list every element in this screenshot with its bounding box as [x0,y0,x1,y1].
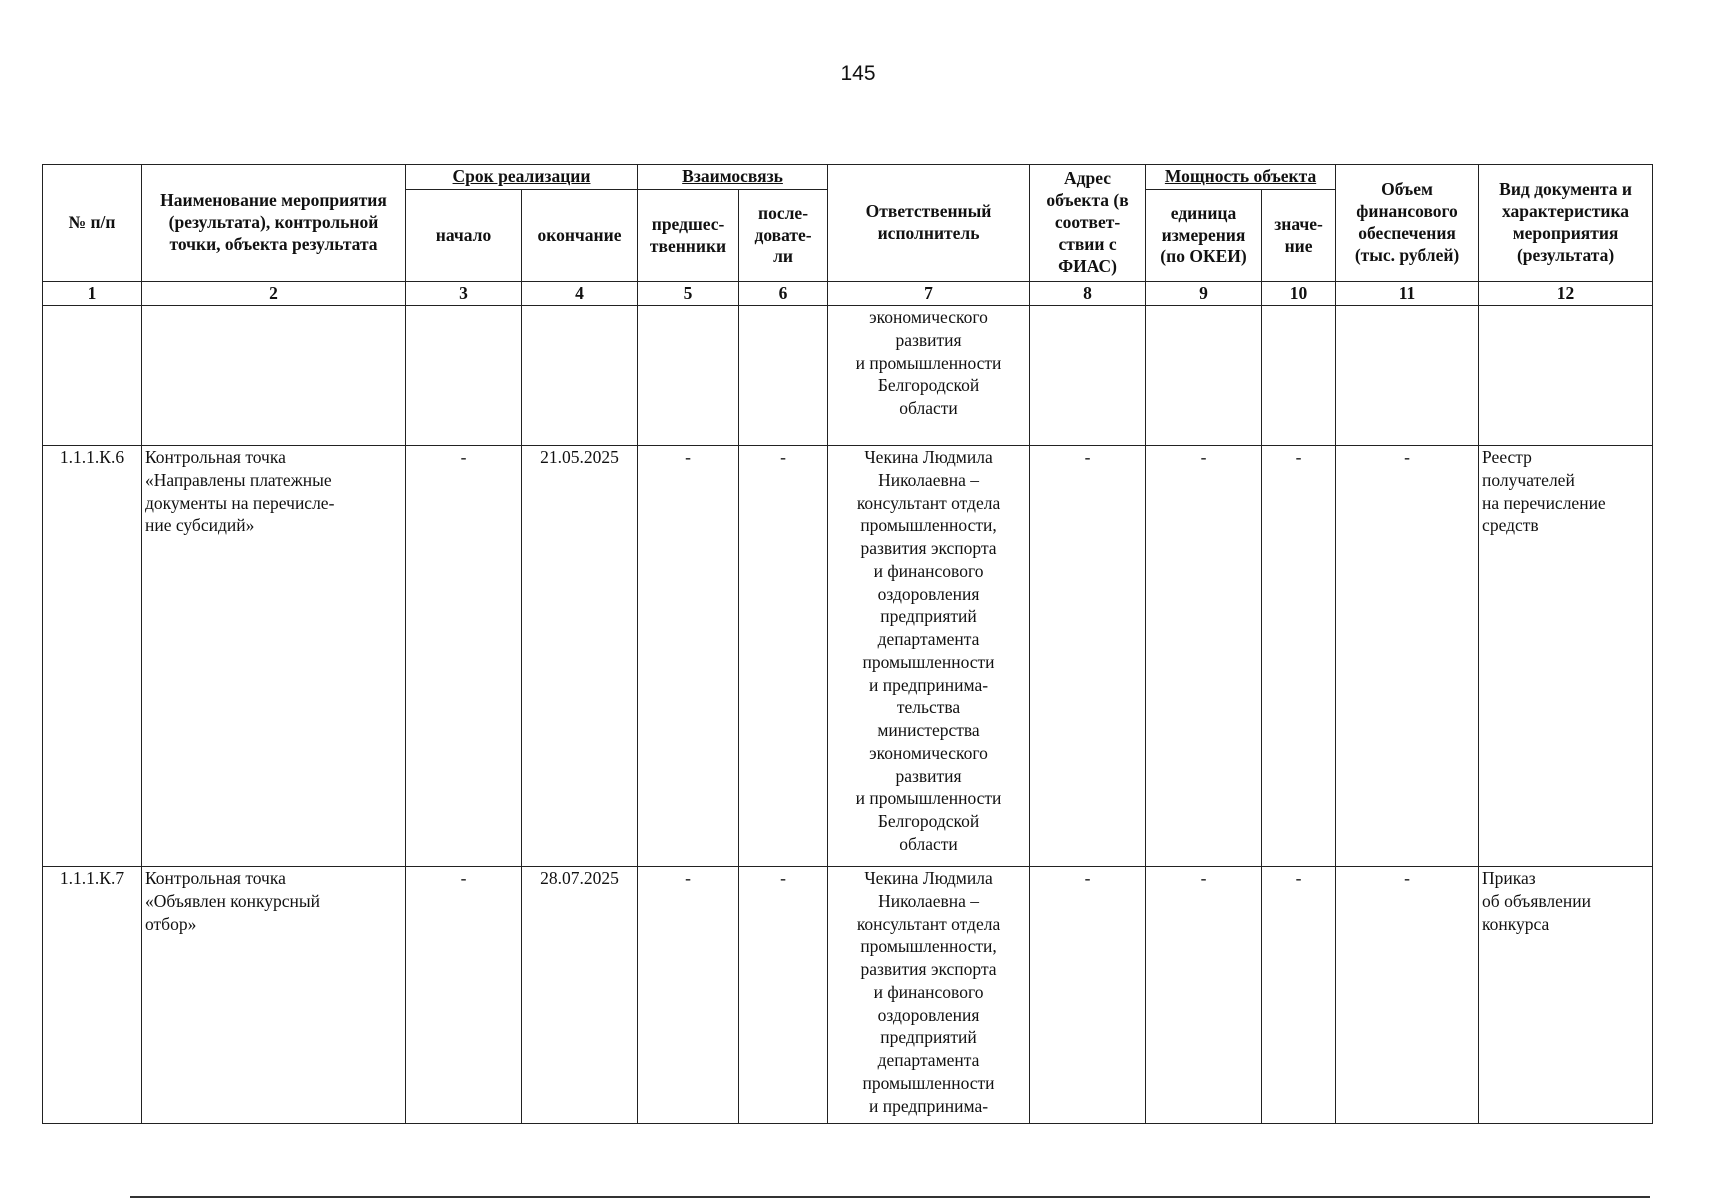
cell-unit: - [1146,867,1262,1124]
header-col-no: № п/п [43,165,142,282]
header-group-capacity: Мощность объекта [1146,165,1336,190]
cell-end: 28.07.2025 [522,867,638,1124]
header-col-name: Наименование мероприятия (результата), контрольной точки, объекта результата [142,165,406,282]
header-col-executor: Ответственный исполнитель [828,165,1030,282]
header-col-unit: единица измерения (по ОКЕИ) [1146,190,1262,282]
cell-document: Реестр получателей на перечисление средств [1479,446,1653,867]
cell-predecessors: - [638,446,739,867]
header-col-address: Адрес объекта (в соответ-ствии с ФИАС) [1030,165,1146,282]
cell-successors: - [739,446,828,867]
cell-end: 21.05.2025 [522,446,638,867]
column-number: 8 [1030,282,1146,306]
cell-no: 1.1.1.К.7 [43,867,142,1124]
cell-address: - [1030,867,1146,1124]
cell-value [1262,306,1336,446]
table-row [43,306,1653,446]
cell-address [1030,306,1146,446]
cell-start: - [406,446,522,867]
column-number: 3 [406,282,522,306]
cell-successors: - [739,867,828,1124]
cell-predecessors [638,306,739,446]
header-col-successors: после- довате- ли [739,190,828,282]
column-number: 7 [828,282,1030,306]
cell-predecessors: - [638,867,739,1124]
column-number: 9 [1146,282,1262,306]
header-col-finance: Объем финансового обеспечения (тыс. рублей) [1336,165,1479,282]
cell-finance [1336,306,1479,446]
header-col-predecessors: предшес- твенники [638,190,739,282]
column-number: 12 [1479,282,1653,306]
cell-no: 1.1.1.К.6 [43,446,142,867]
header-group-term: Срок реализации [406,165,638,190]
cell-name: Контрольная точка «Объявлен конкурсный отбор» [142,867,406,1124]
cell-end [522,306,638,446]
cell-finance: - [1336,867,1479,1124]
cell-address: - [1030,446,1146,867]
cell-unit [1146,306,1262,446]
page-number: 145 [840,62,876,85]
header-group-link: Взаимосвязь [638,165,828,190]
measures-table [42,164,1653,1124]
column-number: 1 [43,282,142,306]
cell-value: - [1262,867,1336,1124]
column-number: 10 [1262,282,1336,306]
column-number: 5 [638,282,739,306]
cell-successors [739,306,828,446]
column-number: 11 [1336,282,1479,306]
table-row [43,446,1653,867]
cell-no [43,306,142,446]
cell-executor: Чекина Людмила Николаевна – консультант отдела промышленности, развития экспорта и финансового оздоровления предприятий департамента промышленности и предпринима- [828,867,1030,1124]
table-header [43,165,1653,306]
cell-document: Приказ об объявлении конкурса [1479,867,1653,1124]
header-col-value: значе- ние [1262,190,1336,282]
cell-unit: - [1146,446,1262,867]
cell-value: - [1262,446,1336,867]
header-col-document: Вид документа и характеристика мероприятия (результата) [1479,165,1653,282]
cell-start [406,306,522,446]
cell-name: Контрольная точка «Направлены платежные документы на перечисле- ние субсидий» [142,446,406,867]
column-number: 4 [522,282,638,306]
cell-executor: экономического развития и промышленности Белгородской области [828,306,1030,446]
cell-name [142,306,406,446]
column-number: 6 [739,282,828,306]
column-numbers-row [43,282,1653,306]
cell-start: - [406,867,522,1124]
table-row [43,867,1653,1124]
header-col-end: окончание [522,190,638,282]
page-bottom-edge [130,1196,1650,1198]
cell-finance: - [1336,446,1479,867]
cell-document [1479,306,1653,446]
header-col-start: начало [406,190,522,282]
cell-executor: Чекина Людмила Николаевна – консультант отдела промышленности, развития экспорта и финансового оздоровления предприятий департамента промышленности и предпринима- тельства министерства экономического развития и промышленности Белгородской области [828,446,1030,867]
column-number: 2 [142,282,406,306]
